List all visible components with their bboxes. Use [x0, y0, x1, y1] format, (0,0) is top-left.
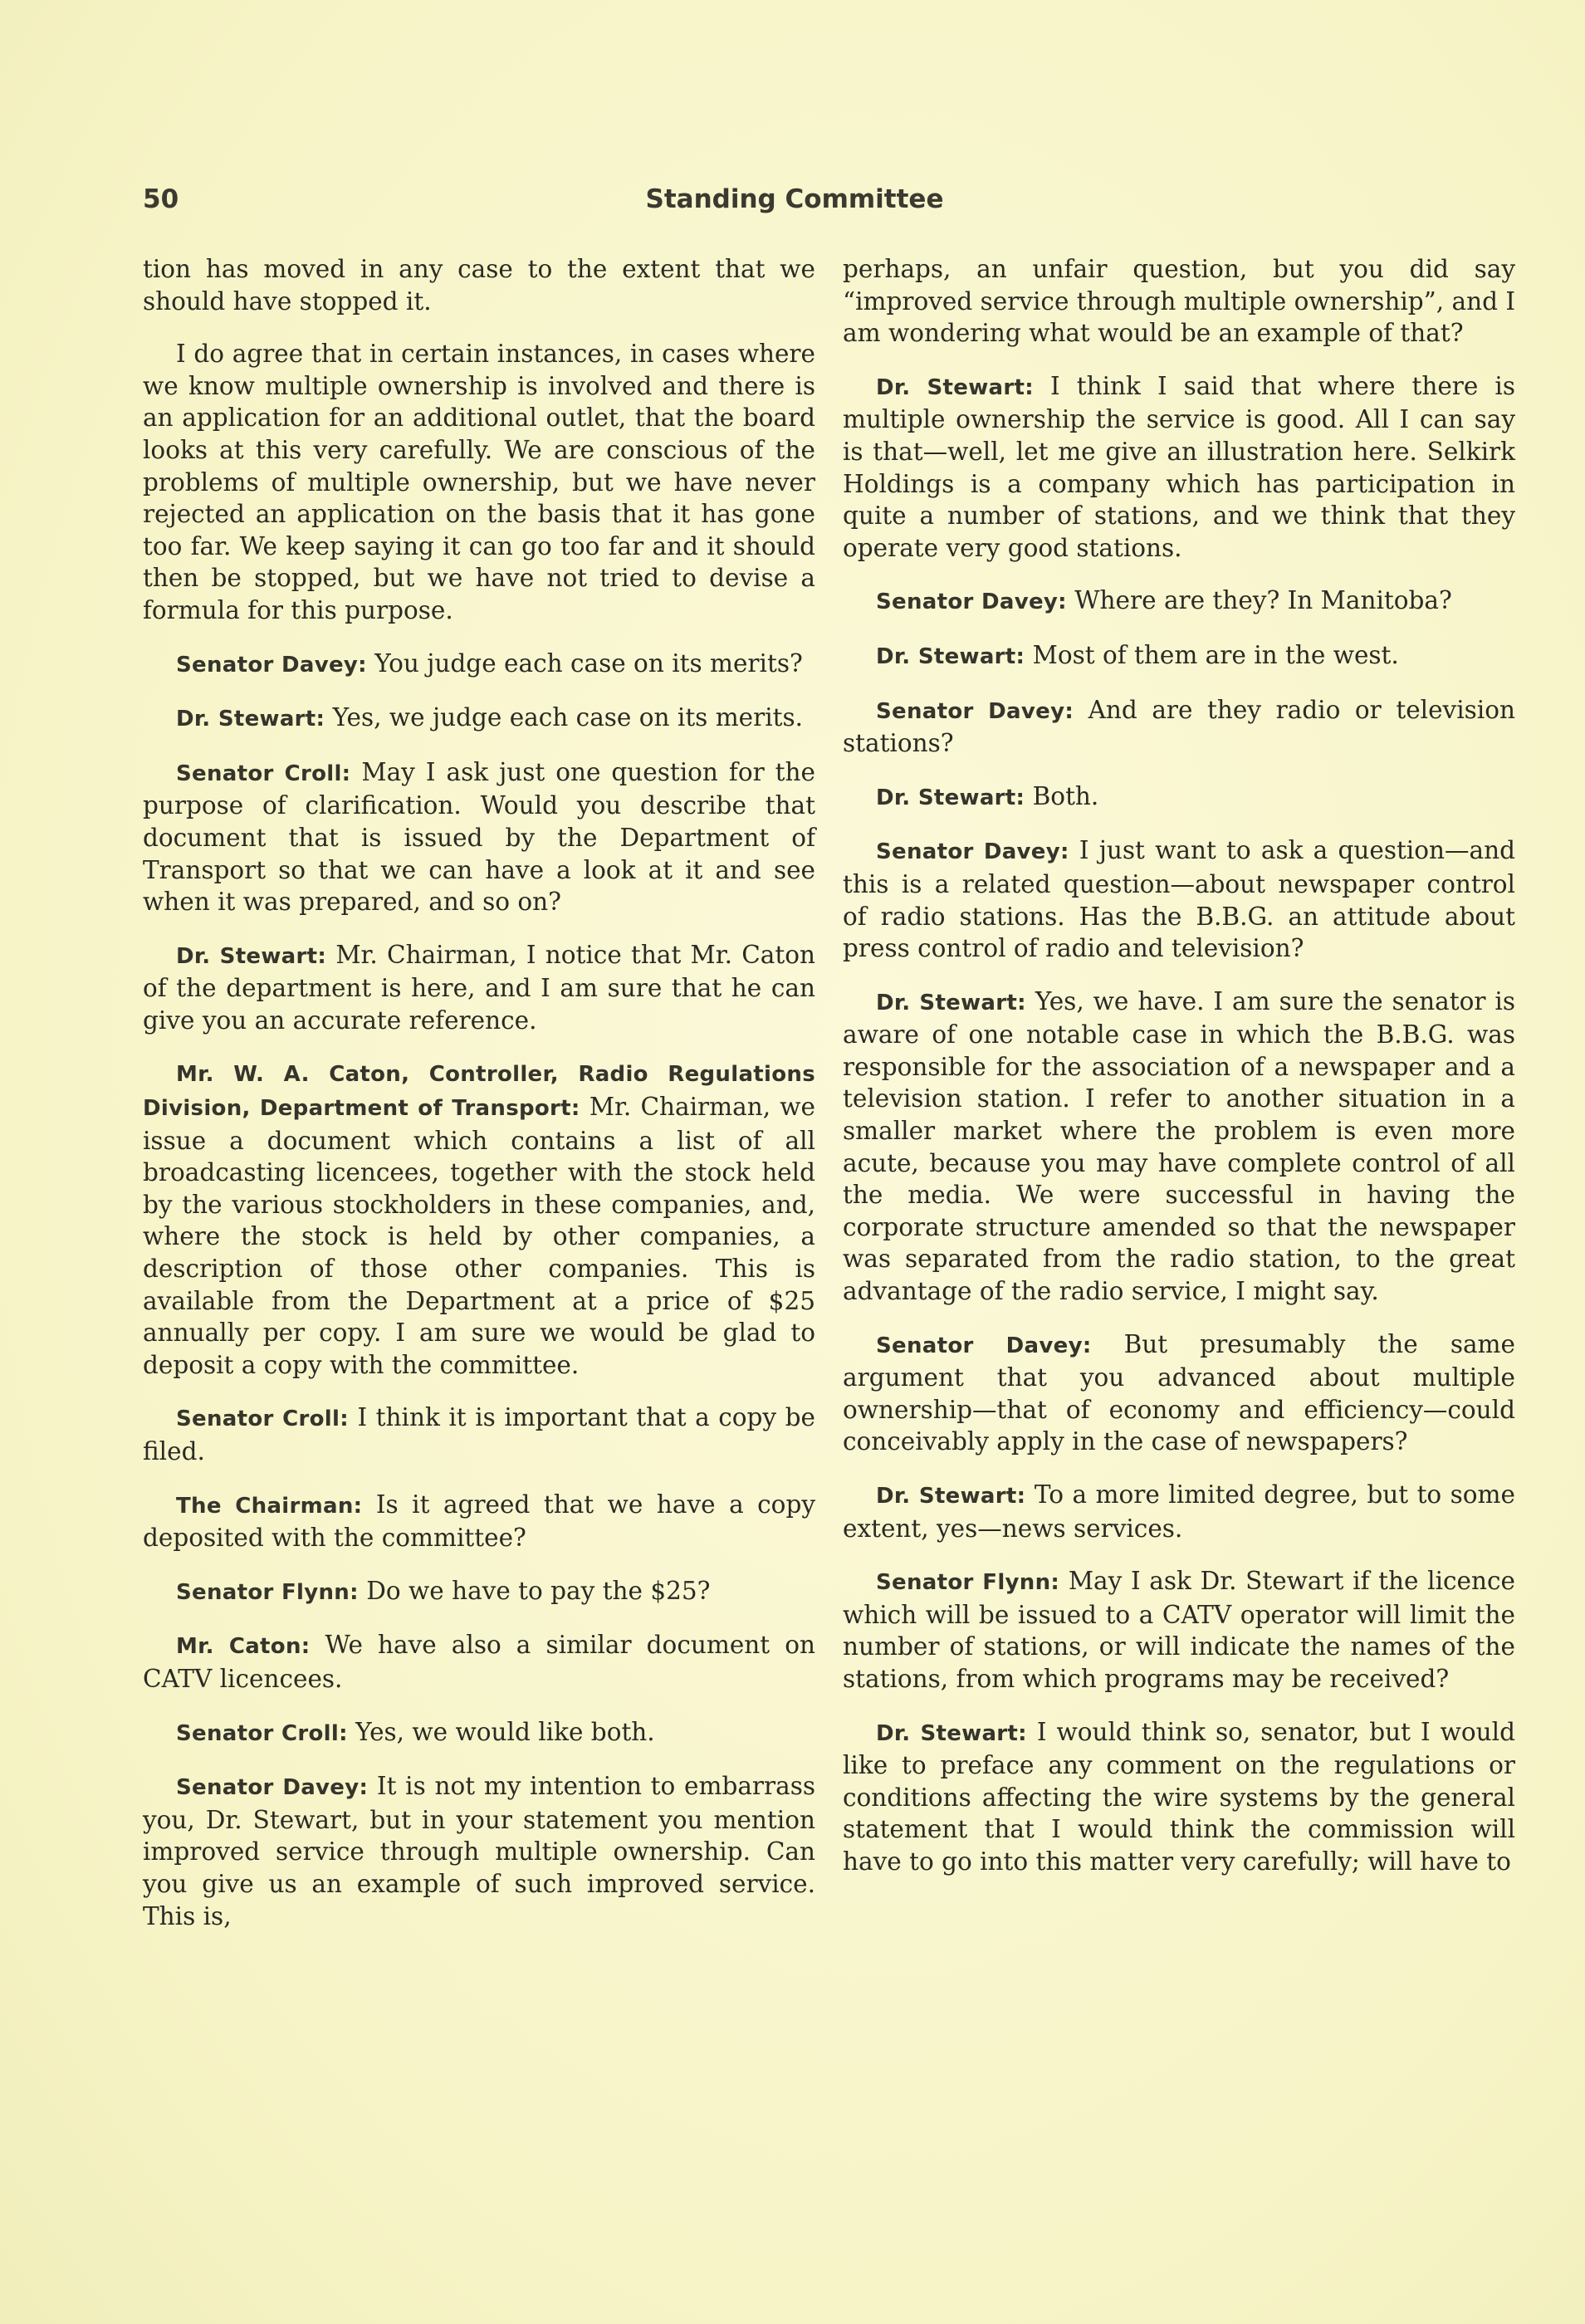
speaker-name: Senator Flynn:: [876, 1570, 1060, 1596]
paragraph: [843, 585, 1515, 619]
right-column: [843, 253, 1515, 1899]
paragraph-text: I just want to ask a question—and this is a related question—about newspaper control of radio stations. Has the B.B.G. an attitude about press control of radio and television?: [843, 836, 1515, 963]
speaker-name: Senator Davey:: [176, 652, 367, 678]
paragraph: [843, 834, 1515, 964]
paragraph-text: Where are they? In Manitoba?: [1074, 586, 1452, 615]
speaker-name: Senator Flynn:: [176, 1579, 359, 1605]
paragraph-text: perhaps, an unfair question, but you did say “improved service through multiple ownership”, and I am wondering what would be an example of that?: [843, 255, 1515, 348]
paragraph: [143, 1057, 815, 1381]
paragraph: [843, 1479, 1515, 1544]
speaker-name: Senator Davey:: [876, 839, 1069, 865]
paragraph: [843, 1565, 1515, 1695]
paragraph: [843, 1328, 1515, 1458]
paragraph: [143, 1575, 815, 1609]
paragraph: [143, 1489, 815, 1554]
speaker-name: Senator Davey:: [876, 698, 1074, 724]
speaker-name: Senator Davey:: [876, 590, 1067, 615]
page-header: [143, 184, 1446, 226]
speaker-name: Senator Croll:: [176, 761, 351, 786]
speaker-name: Dr. Stewart:: [876, 785, 1025, 810]
paragraph-text: Yes, we would like both.: [355, 1717, 655, 1746]
paragraph: [143, 1716, 815, 1750]
paragraph-text: Mr. Chairman, I notice that Mr. Caton of the department is here, and I am sure that he can give you an accurate reference.: [143, 940, 815, 1035]
speaker-name: Senator Davey:: [876, 1333, 1092, 1358]
speaker-name: Senator Croll:: [176, 1407, 349, 1432]
paragraph-text: It is not my intention to embarrass you, Dr. Stewart, but in your statement you mention improved service through multiple ownership. Can you give us an example of such improved service. This is,: [143, 1772, 815, 1930]
paragraph: [843, 253, 1515, 350]
speaker-name: Dr. Stewart:: [876, 1720, 1027, 1746]
paragraph-text: And are they radio or television stations?: [843, 695, 1515, 758]
paragraph-text: Mr. Chairman, we issue a document which contains a list of all broadcasting licencees, together with the stock held by the various stockholders in these companies, and, where the stock is held by other companies, a description of those other companies. This is available from the Department at a price of $25 annually per copy. I am sure we would be glad to deposit a copy with the committee.: [143, 1093, 815, 1379]
paragraph: [143, 338, 815, 626]
paragraph: [843, 1716, 1515, 1878]
paragraph: [843, 694, 1515, 760]
paragraph-text: But presumably the same argument that you advanced about multiple ownership—that of economy and efficiency—could conceivably apply in the case of newspapers?: [843, 1329, 1515, 1456]
speaker-name: Dr. Stewart:: [876, 374, 1034, 400]
speaker-name: Mr. Caton:: [176, 1634, 311, 1660]
paragraph-text: tion has moved in any case to the extent that we should have stopped it.: [143, 255, 815, 316]
left-column: [143, 253, 815, 1953]
speaker-name: Dr. Stewart:: [876, 1484, 1026, 1509]
speaker-name: Dr. Stewart:: [876, 643, 1025, 669]
paragraph: [843, 639, 1515, 673]
paragraph: [143, 253, 815, 317]
paragraph: [143, 939, 815, 1037]
paragraph-text: I think it is important that a copy be filed.: [143, 1403, 815, 1465]
speaker-name: Dr. Stewart:: [176, 707, 325, 732]
paragraph: [143, 648, 815, 682]
running-head: Standing Committee: [645, 184, 944, 214]
speaker-name: Senator Croll:: [176, 1720, 348, 1746]
paragraph-text: Most of them are in the west.: [1032, 640, 1399, 669]
speaker-name: Dr. Stewart:: [876, 990, 1026, 1015]
paragraph-text: Yes, we judge each case on its merits.: [332, 703, 804, 732]
paragraph-text: May I ask just one question for the purpose of clarification. Would you describe that document that is issued by the Department of Transport so that we can have a look at it and see when it was prepared, and so on?: [143, 757, 815, 917]
paragraph: [843, 370, 1515, 565]
paragraph: [143, 756, 815, 918]
paragraph-text: Yes, we have. I am sure the senator is aware of one notable case in which the B.B.G. was responsible for the association of a newspaper and a television station. I refer to another situation in a smaller market where the problem is even more acute, because you may have complete control of all the media. We were successful in having the corporate structure amended so that the newspaper was separated from the radio station, to the great advantage of the radio service, I might say.: [843, 986, 1515, 1306]
speaker-name: Dr. Stewart:: [176, 943, 327, 969]
paragraph-text: I would think so, senator, but I would like to preface any comment on the regulations or conditions affecting the wire systems by the general statement that I would think the commission will have to go into this matter very carefully; will have to: [843, 1717, 1515, 1876]
page-number: 50: [143, 184, 179, 214]
paragraph-text: Is it agreed that we have a copy deposited with the committee?: [143, 1490, 815, 1553]
speaker-name: Senator Davey:: [176, 1775, 369, 1801]
paragraph-text: To a more limited degree, but to some extent, yes—news services.: [843, 1480, 1515, 1543]
paragraph: [143, 1402, 815, 1467]
paragraph: [143, 1629, 815, 1695]
speaker-name: The Chairman:: [176, 1493, 363, 1519]
paragraph-text: Both.: [1032, 781, 1099, 810]
paragraph: [143, 1770, 815, 1932]
paragraph-text: We have also a similar document on CATV licencees.: [143, 1631, 815, 1693]
paragraph-text: Do we have to pay the $25?: [366, 1576, 711, 1605]
paragraph-text: I do agree that in certain instances, in cases where we know multiple ownership is involved and there is an application for an additional outlet, that the board looks at this very carefully. We are conscious of the problems of multiple ownership, but we have never rejected an application on the basis that it has gone too far. We keep saying it can go too far and it should then be stopped, but we have not tried to devise a formula for this purpose.: [143, 340, 815, 624]
paragraph: [143, 702, 815, 736]
paragraph-text: You judge each case on its merits?: [374, 648, 803, 678]
paragraph: [843, 986, 1515, 1308]
paragraph: [843, 780, 1515, 815]
paragraph-text: I think I said that where there is multiple ownership the service is good. All I can say is that—well, let me give an illustration here. Selkirk Holdings is a company which has participation in quite a number of stations, and we think that they operate very good stations.: [843, 371, 1515, 562]
speaker-name: Mr. W. A. Caton, Controller, Radio Regulations Division, Department of Transport:: [143, 1062, 815, 1122]
paragraph-text: May I ask Dr. Stewart if the licence which will be issued to a CATV operator will limit the number of stations, or will indicate the names of the stations, from which programs may be received?: [843, 1567, 1515, 1693]
